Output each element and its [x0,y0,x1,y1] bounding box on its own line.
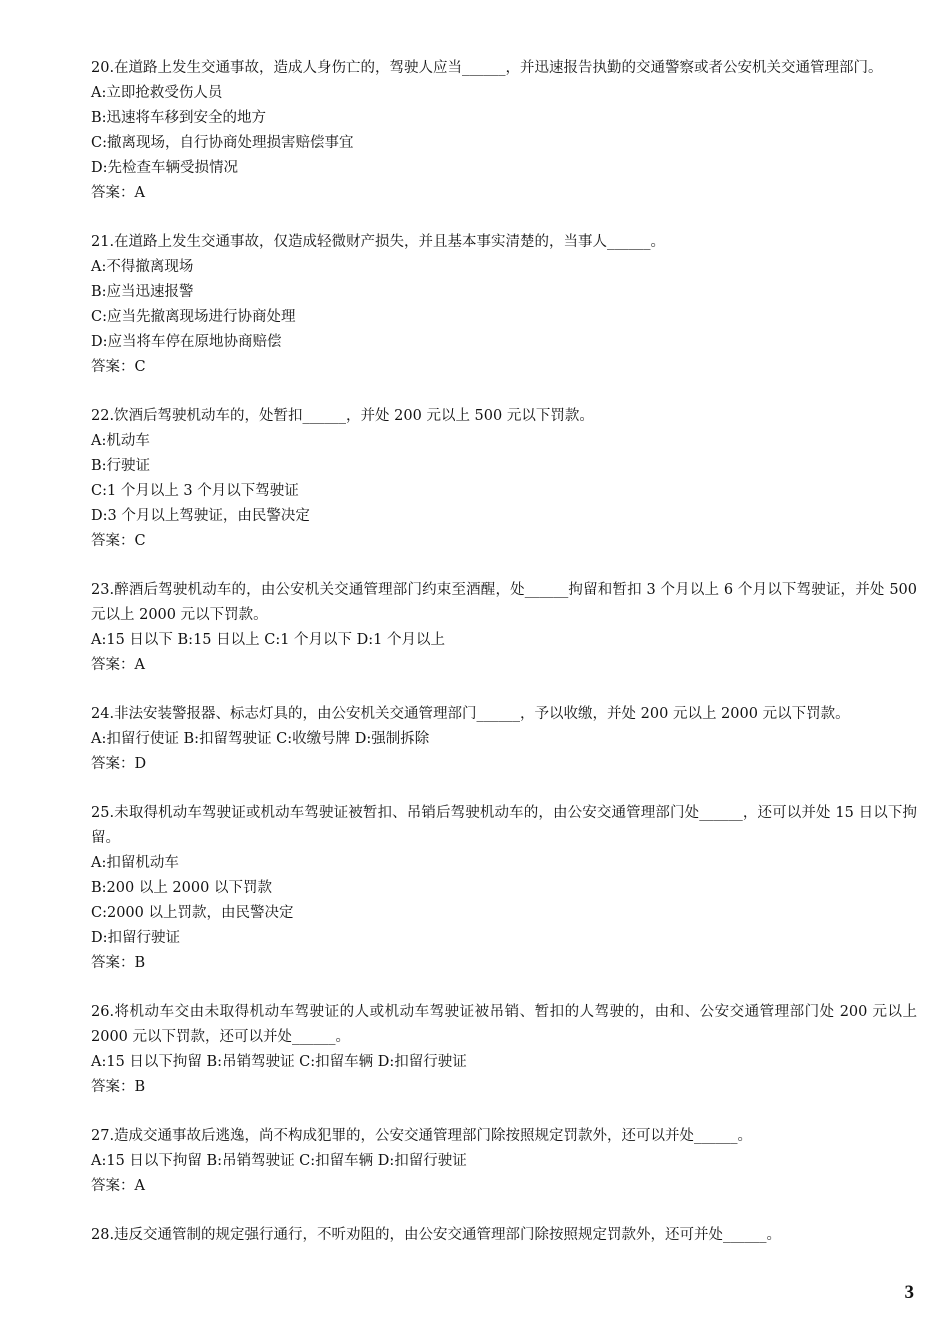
page-number: 3 [904,1282,914,1303]
question-option: A:15 日以下拘留 B:吊销驾驶证 C:扣留车辆 D:扣留行驶证 [91,1054,467,1070]
question-stem: 23.醉酒后驾驶机动车的，由公安机关交通管理部门约束至酒醒，处______拘留和暂扣 3 个月以上 6 个月以下驾驶证，并处 500 元以上 2000 元以下罚款。 [91,582,917,623]
question-block [91,1124,917,1199]
question-block [91,56,917,206]
question-option: D:扣留行驶证 [91,930,181,946]
question-option: D:先检查车辆受损情况 [91,160,239,176]
question-stem: 27.造成交通事故后逃逸，尚不构成犯罪的，公安交通管理部门除按照规定罚款外，还可以并处______。 [91,1128,753,1144]
question-stem: 26.将机动车交由未取得机动车驾驶证的人或机动车驾驶证被吊销、暂扣的人驾驶的，由和、公安交通管理部门处 200 元以上 2000 元以下罚款，还可以并处______。 [91,1004,917,1045]
question-answer: 答案：B [91,1079,146,1095]
question-option: A:15 日以下拘留 B:吊销驾驶证 C:扣留车辆 D:扣留行驶证 [91,1153,467,1169]
question-answer: 答案：B [91,955,146,971]
question-option: A:扣留行使证 B:扣留驾驶证 C:收缴号牌 D:强制拆除 [91,731,430,747]
question-answer: 答案：A [91,185,145,201]
question-block [91,404,917,554]
question-answer: 答案：A [91,657,145,673]
question-stem: 25.未取得机动车驾驶证或机动车驾驶证被暂扣、吊销后驾驶机动车的，由公安交通管理部门处______，还可以并处 15 日以下拘留。 [91,805,917,846]
question-stem: 28.违反交通管制的规定强行通行，不听劝阻的，由公安交通管理部门除按照规定罚款外，还可并处______。 [91,1227,782,1243]
question-answer: 答案：C [91,533,146,549]
question-option: B:行驶证 [91,458,151,474]
question-option: A:立即抢救受伤人员 [91,85,223,101]
question-option: D:应当将车停在原地协商赔偿 [91,334,282,350]
question-option: A:机动车 [91,433,150,449]
question-stem: 24.非法安装警报器、标志灯具的，由公安机关交通管理部门______，予以收缴，并处 200 元以上 2000 元以下罚款。 [91,706,850,722]
question-option: A:15 日以下 B:15 日以上 C:1 个月以下 D:1 个月以上 [91,632,446,648]
question-block [91,801,917,976]
question-stem: 21.在道路上发生交通事故，仅造成轻微财产损失，并且基本事实清楚的，当事人______。 [91,234,666,250]
question-answer: 答案：A [91,1178,145,1194]
question-option: C:撤离现场，自行协商处理损害赔偿事宜 [91,135,354,151]
question-option: A:扣留机动车 [91,855,179,871]
question-option: B:200 以上 2000 以下罚款 [91,880,272,896]
question-answer: 答案：C [91,359,146,375]
question-option: C:1 个月以上 3 个月以下驾驶证 [91,483,299,499]
question-block [91,1000,917,1100]
question-stem: 20.在道路上发生交通事故，造成人身伤亡的，驾驶人应当______，并迅速报告执勤的交通警察或者公安机关交通管理部门。 [91,60,883,76]
question-block [91,1223,917,1248]
question-block [91,702,917,777]
question-answer: 答案：D [91,756,147,772]
question-option: A:不得撤离现场 [91,259,194,275]
question-option: C:2000 以上罚款，由民警决定 [91,905,294,921]
question-stem: 22.饮酒后驾驶机动车的，处暂扣______，并处 200 元以上 500 元以下罚款。 [91,408,594,424]
question-option: B:应当迅速报警 [91,284,194,300]
question-block [91,230,917,380]
question-option: D:3 个月以上驾驶证，由民警决定 [91,508,310,524]
question-option: B:迅速将车移到安全的地方 [91,110,267,126]
question-block [91,578,917,678]
question-option: C:应当先撤离现场进行协商处理 [91,309,296,325]
question-list [91,56,917,1272]
